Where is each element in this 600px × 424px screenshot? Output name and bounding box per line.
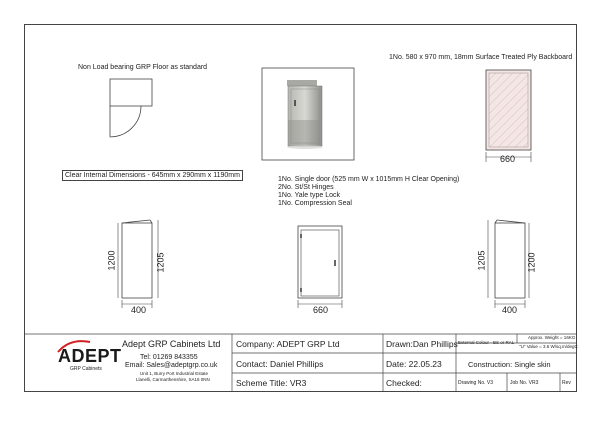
dim-left-depth: 400 (131, 305, 147, 315)
company-email: Email: Sales@adeptgrp.co.uk (125, 362, 218, 369)
dim-front-width: 660 (313, 305, 329, 315)
backboard-view (486, 70, 531, 162)
weight-field: Approx. Weight = 16KG (528, 335, 576, 340)
dim-right-height-a: 1205 (476, 250, 487, 271)
cabinet-photo (262, 68, 354, 160)
door-spec-3: 1No. Yale type Lock (278, 192, 341, 199)
door-spec-2: 2No. St/St Hinges (278, 184, 334, 191)
dim-backboard-width: 660 (500, 154, 516, 164)
floor-plan-view (110, 79, 152, 137)
floor-note: Non Load bearing GRP Floor as standard (78, 64, 208, 71)
u-value-field: "U" Value = 3.6 W/sq.m/degC (519, 344, 578, 349)
drawing-no-field: Drawing No. V3 (458, 380, 494, 386)
drawn-field: Drawn:Dan Phillips (386, 339, 458, 349)
job-no-field: Job No. VR3 (510, 380, 539, 386)
dim-left-height-b: 1205 (155, 252, 166, 273)
internal-dims-note: Clear Internal Dimensions - 645mm x 290mm x 1190mm (62, 170, 243, 181)
backboard-note: 1No. 580 x 970 mm, 18mm Surface Treated Ply Backboard (389, 54, 573, 61)
rev-field: Rev (562, 380, 571, 386)
dim-left-height-a: 1200 (106, 250, 117, 271)
dim-right-height-b: 1200 (526, 252, 537, 273)
logo-wordmark: ADEPT (58, 346, 122, 366)
company-address-1: Unit 1, Burry Port Industrial Estate (140, 371, 209, 376)
date-field: Date: 22.05.23 (386, 359, 442, 369)
company-address-2: Llanelli, Carmarthenshire, SA16 0NN (136, 377, 210, 382)
contact-field: Contact: Daniel Phillips (236, 359, 324, 369)
dim-right-depth: 400 (502, 305, 518, 315)
construction-field: Construction: Single skin (468, 360, 551, 369)
company-name: Adept GRP Cabinets Ltd (122, 339, 221, 349)
left-side-elevation (118, 220, 158, 308)
external-colour-field: External Colour - BS or RAL (458, 340, 515, 345)
door-spec-4: 1No. Compression Seal (278, 200, 352, 207)
logo-subtitle: GRP Cabinets (70, 366, 102, 372)
front-elevation (298, 226, 342, 308)
door-spec-1: 1No. Single door (525 mm W x 1015mm H Clear Opening) (278, 176, 460, 183)
company-field: Company: ADEPT GRP Ltd (236, 339, 340, 349)
company-tel: Tel: 01269 843355 (140, 354, 198, 361)
right-side-elevation (488, 220, 529, 308)
checked-field: Checked: (386, 378, 422, 388)
scheme-field: Scheme Title: VR3 (236, 378, 307, 388)
